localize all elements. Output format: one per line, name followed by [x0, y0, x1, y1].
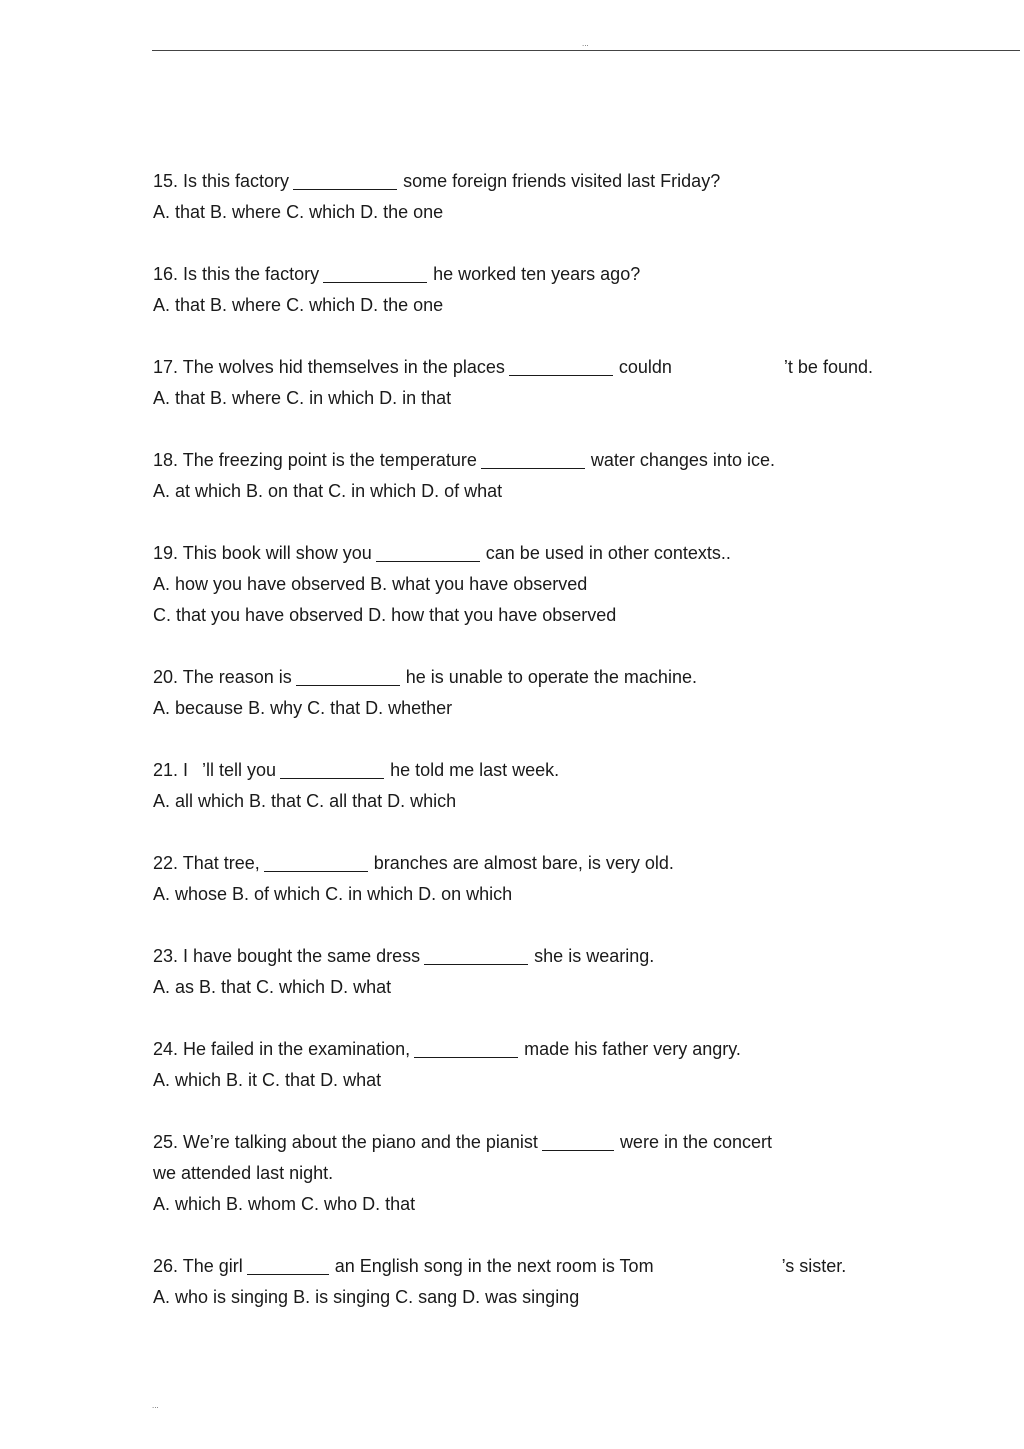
question-stem	[153, 166, 1013, 197]
stem-text-before: 15. Is this factory	[153, 171, 290, 191]
answer-blank	[247, 1256, 329, 1275]
question-stem	[153, 662, 1013, 693]
stem-text-mid: ’ll tell you	[202, 760, 277, 780]
question-stem	[153, 941, 1013, 972]
stem-text-after: some foreign friends visited last Friday?	[403, 171, 721, 191]
answer-blank	[376, 543, 480, 562]
stem-text-before: 16. Is this the factory	[153, 264, 320, 284]
stem-text-before: 20. The reason is	[153, 667, 292, 687]
question-21	[153, 755, 1013, 817]
question-26	[153, 1251, 1013, 1313]
question-24	[153, 1034, 1013, 1096]
stem-text-before: 18. The freezing point is the temperature	[153, 450, 477, 470]
stem-text-after: water changes into ice.	[590, 450, 775, 470]
header-rule	[152, 50, 1020, 51]
stem-text-tail: ’s sister.	[781, 1256, 847, 1276]
stem-text-tail: ’t be found.	[783, 357, 873, 377]
question-25	[153, 1127, 1013, 1220]
answer-blank	[542, 1132, 614, 1151]
question-19	[153, 538, 1013, 631]
question-options: A. which B. whom C. who D. that	[153, 1194, 416, 1214]
stem-text-before: 22. That tree,	[153, 853, 260, 873]
stem-text-before: 19. This book will show you	[153, 543, 372, 563]
answer-blank	[293, 171, 397, 190]
stem-text-after: she is wearing.	[534, 946, 655, 966]
question-options: A. as B. that C. which D. what	[153, 977, 392, 997]
question-options: C. that you have observed D. how that you have observed	[153, 605, 617, 625]
question-stem	[153, 1034, 1013, 1065]
stem-text-before: 23. I have bought the same dress	[153, 946, 421, 966]
question-options: A. which B. it C. that D. what	[153, 1070, 382, 1090]
question-stem	[153, 445, 1013, 476]
question-16	[153, 259, 1013, 321]
answer-blank	[296, 667, 400, 686]
stem-text-after: made his father very angry.	[524, 1039, 741, 1059]
stem-text-after: branches are almost bare, is very old.	[373, 853, 674, 873]
question-stem	[153, 1127, 1013, 1158]
answer-blank	[481, 450, 585, 469]
question-options: A. that B. where C. in which D. in that	[153, 388, 452, 408]
question-options: A. who is singing B. is singing C. sang D. was singing	[153, 1287, 580, 1307]
answer-blank	[414, 1039, 518, 1058]
stem-text-after: can be used in other contexts..	[485, 543, 731, 563]
stem-text-before: 17. The wolves hid themselves in the places	[153, 357, 505, 377]
question-stem	[153, 1251, 1013, 1282]
stem-text-after: couldn	[618, 357, 672, 377]
question-list	[153, 166, 1013, 1344]
answer-blank	[323, 264, 427, 283]
question-23	[153, 941, 1013, 1003]
question-stem	[153, 848, 1013, 879]
stem-text-after: he told me last week.	[390, 760, 560, 780]
stem-text-after: an English song in the next room is Tom	[334, 1256, 654, 1276]
question-options: A. how you have observed B. what you have observed	[153, 574, 588, 594]
question-stem-continued: we attended last night.	[153, 1163, 334, 1183]
answer-blank	[280, 760, 384, 779]
question-17	[153, 352, 1013, 414]
answer-blank	[509, 357, 613, 376]
question-15	[153, 166, 1013, 228]
question-stem	[153, 538, 1013, 569]
question-options: A. whose B. of which C. in which D. on which	[153, 884, 513, 904]
question-options: A. that B. where C. which D. the one	[153, 295, 444, 315]
footer-dots: ...	[152, 1401, 159, 1410]
stem-text-before: 21. I	[153, 760, 189, 780]
question-options: A. at which B. on that C. in which D. of what	[153, 481, 503, 501]
question-stem	[153, 755, 1013, 786]
question-18	[153, 445, 1013, 507]
question-options: A. because B. why C. that D. whether	[153, 698, 453, 718]
stem-text-before: 24. He failed in the examination,	[153, 1039, 411, 1059]
header-dots: ...	[582, 39, 589, 48]
question-22	[153, 848, 1013, 910]
answer-blank	[264, 853, 368, 872]
stem-text-after: he is unable to operate the machine.	[405, 667, 697, 687]
question-options: A. that B. where C. which D. the one	[153, 202, 444, 222]
stem-text-before: 26. The girl	[153, 1256, 243, 1276]
stem-text-after: were in the concert	[619, 1132, 773, 1152]
stem-text-before: 25. We’re talking about the piano and the pianist	[153, 1132, 538, 1152]
answer-blank	[424, 946, 528, 965]
question-20	[153, 662, 1013, 724]
question-stem	[153, 352, 1013, 383]
question-options: A. all which B. that C. all that D. which	[153, 791, 457, 811]
stem-text-after: he worked ten years ago?	[433, 264, 641, 284]
question-stem	[153, 259, 1013, 290]
